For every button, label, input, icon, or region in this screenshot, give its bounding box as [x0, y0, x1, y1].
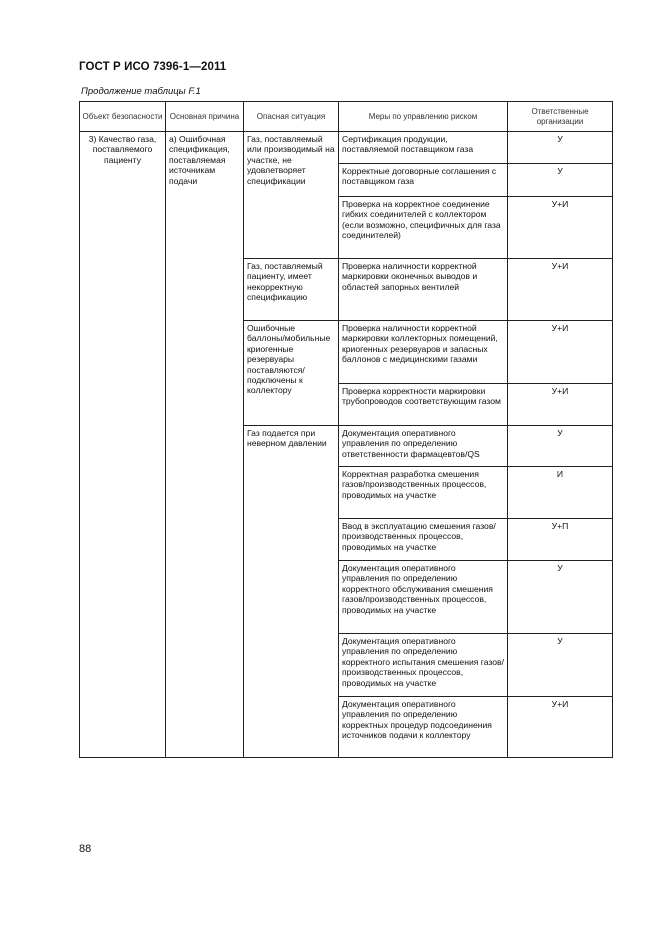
hazard-cell: Ошибочные баллоны/мобильные криогенные резервуары поставляются/подключены к коллектору [244, 321, 339, 426]
column-header-object: Объект безопасности [80, 102, 166, 132]
organization-cell: У [508, 164, 613, 197]
table-header-row [80, 102, 613, 132]
risk-table-container [79, 101, 612, 758]
column-header-measures: Меры по управлению риском [339, 102, 508, 132]
measure-cell: Корректная разработка смешения газов/производственных процессов, проводимых на участке [339, 467, 508, 519]
measure-cell: Проверка корректности маркировки трубопроводов соответствующим газом [339, 384, 508, 426]
organization-cell: У [508, 561, 613, 634]
organization-cell: У+И [508, 384, 613, 426]
risk-control-table [79, 101, 613, 758]
organization-cell: У [508, 132, 613, 164]
measure-cell: Проверка на корректное соединение гибких соединителей с коллектором (если возможно, специфичных для газа соединителей) [339, 197, 508, 259]
table-caption: Продолжение таблицы F.1 [81, 86, 201, 97]
organization-cell: У+П [508, 519, 613, 561]
organization-cell: И [508, 467, 613, 519]
column-header-hazard: Опасная ситуация [244, 102, 339, 132]
organization-cell: У+И [508, 197, 613, 259]
organization-cell: У [508, 634, 613, 697]
organization-cell: У+И [508, 697, 613, 758]
measure-cell: Проверка наличности корректной маркировки оконечных выводов и областей запорных вентилей [339, 259, 508, 321]
hazard-cell: Газ подается при неверном давлении [244, 426, 339, 758]
page-number: 88 [79, 843, 92, 855]
table-row [80, 132, 613, 164]
hazard-cell: Газ, поставляемый или производимый на участке, не удовлетворяет спецификации [244, 132, 339, 259]
safety-object-cell: 3) Качество газа, поставляемого пациенту [80, 132, 166, 758]
column-header-organizations: Ответственные организации [508, 102, 613, 132]
root-cause-cell: а) Ошибочная спецификация, поставляемая источникам подачи [166, 132, 244, 758]
organization-cell: У+И [508, 321, 613, 384]
measure-cell: Сертификация продукции, поставляемой поставщиком газа [339, 132, 508, 164]
measure-cell: Документация оперативного управления по определению ответственности фармацевтов/QS [339, 426, 508, 467]
measure-cell: Корректные договорные соглашения с поставщиком газа [339, 164, 508, 197]
measure-cell: Документация оперативного управления по определению корректных процедур подсоединения источников подачи к коллектору [339, 697, 508, 758]
measure-cell: Ввод в эксплуатацию смешения газов/производственных процессов, проводимых на участке [339, 519, 508, 561]
column-header-cause: Основная причина [166, 102, 244, 132]
document-header: ГОСТ Р ИСО 7396-1—2011 [79, 61, 227, 73]
organization-cell: У [508, 426, 613, 467]
measure-cell: Проверка наличности корректной маркировки коллекторных помещений, криогенных резервуаров и запасных баллонов с медицинскими газами [339, 321, 508, 384]
organization-cell: У+И [508, 259, 613, 321]
measure-cell: Документация оперативного управления по определению корректного обслуживания смешения газов/производственных процессов, проводимых на участке [339, 561, 508, 634]
measure-cell: Документация оперативного управления по определению корректного испытания смешения газов/производственных процессов, проводимых на участке [339, 634, 508, 697]
hazard-cell: Газ, поставляемый пациенту, имеет некорректную спецификацию [244, 259, 339, 321]
